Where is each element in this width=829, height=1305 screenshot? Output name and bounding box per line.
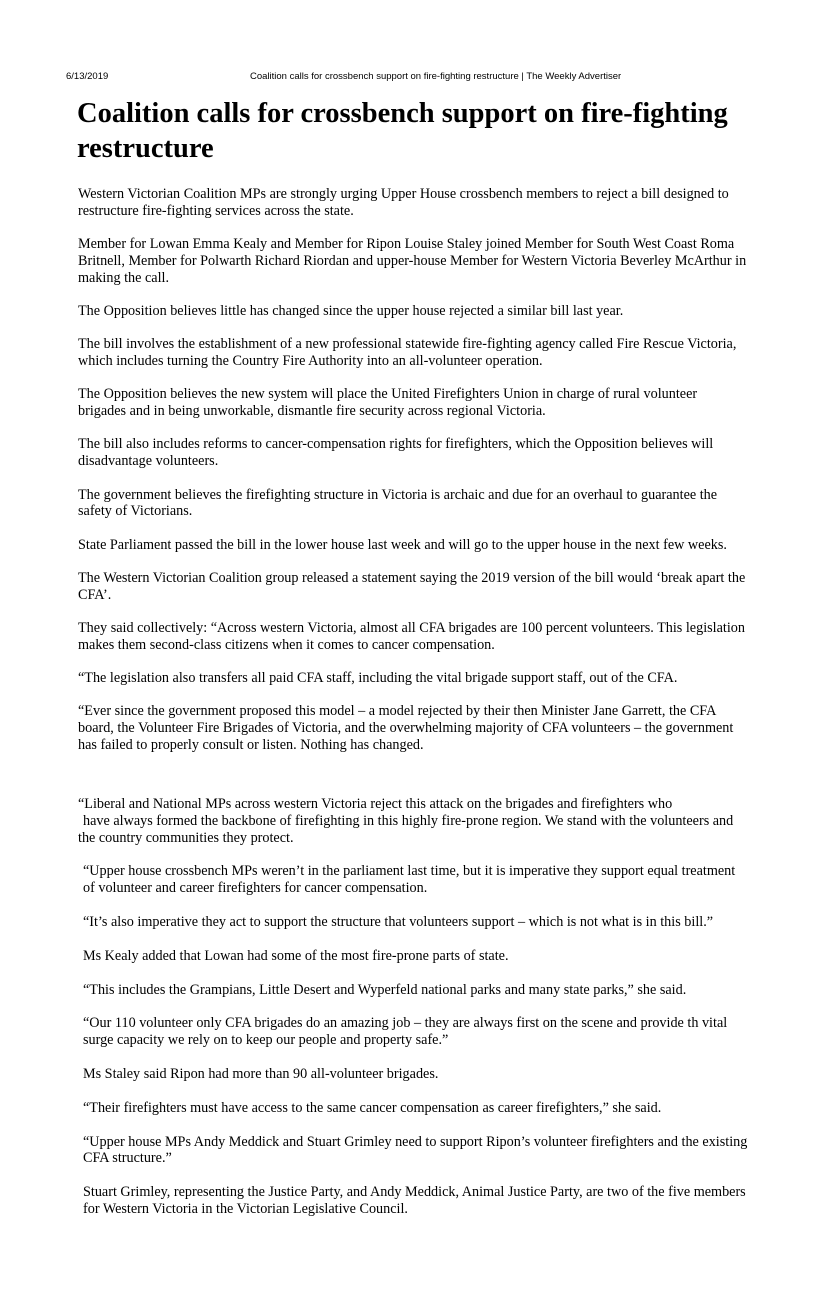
article-paragraph: The government believes the firefighting structure in Victoria is archaic and due for an overhaul to guarantee the safety of Victorians. [78, 486, 718, 520]
article-paragraph: The bill involves the establishment of a new professional statewide fire-fighting agency called Fire Rescue Victoria, which includes turning the Country Fire Authority into an all-volunteer operation. [78, 336, 737, 370]
print-header [66, 71, 746, 85]
article-paragraph: “Ever since the government proposed this model – a model rejected by their then Minister Jane Garrett, the CFA board, the Volunteer Fire Brigades of Victoria, and the overwhelming majority of CFA volunteers – the government has failed to properly consult or listen. Nothing has changed. [78, 703, 734, 754]
article-paragraph: State Parliament passed the bill in the lower house last week and will go to the upper house in the next few weeks. [78, 536, 727, 553]
article-body [78, 186, 748, 770]
article-paragraph: They said collectively: “Across western Victoria, almost all CFA brigades are 100 percent volunteers. This legislation makes them second-class citizens when it comes to cancer compensation. [78, 620, 745, 653]
article-paragraph: The Opposition believes the new system will place the United Firefighters Union in charge of rural volunteer brigades and in being unworkable, dismantle fire security across regional Victoria. [78, 386, 698, 420]
article-paragraph: The bill also includes reforms to cancer-compensation rights for firefighters, which the Opposition believes will disadvantage volunteers. [78, 436, 714, 470]
article-paragraph: Ms Kealy added that Lowan had some of the most fire-prone parts of state. [83, 947, 509, 964]
article-paragraph: “Upper house crossbench MPs weren’t in the parliament last time, but it is imperative they support equal treatment of volunteer and career firefighters for cancer compensation. [83, 863, 736, 897]
article-paragraph: Stuart Grimley, representing the Justice Party, and Andy Meddick, Animal Justice Party, are two of the five members for Western Victoria in the Victorian Legislative Council. [83, 1184, 746, 1217]
article-paragraph: Ms Staley said Ripon had more than 90 all-volunteer brigades. [83, 1065, 439, 1082]
article-paragraph: “The legislation also transfers all paid CFA staff, including the vital brigade support staff, out of the CFA. [78, 670, 678, 687]
article-headline: Coalition calls for crossbench support on fire-fighting restructure [77, 98, 728, 164]
print-date: 6/13/2019 [66, 71, 109, 82]
article-paragraph: Member for Lowan Emma Kealy and Member for Ripon Louise Staley joined Member for South West Coast Roma Britnell, Member for Polwarth Richard Riordan and upper-house Member for Western Victoria Beverley McArthur in making the call. [78, 236, 747, 286]
article-paragraph: “Our 110 volunteer only CFA brigades do an amazing job – they are always first on the scene and provide th vital surge capacity we rely on to keep our people and property safe.” [83, 1015, 728, 1049]
article-body-continued [78, 796, 748, 1235]
article-paragraph: “This includes the Grampians, Little Desert and Wyperfeld national parks and many state parks,” she said. [83, 981, 687, 998]
article-paragraph: Western Victorian Coalition MPs are strongly urging Upper House crossbench members to reject a bill designed to restructure fire-fighting services across the state. [78, 186, 729, 219]
article-paragraph: “Upper house MPs Andy Meddick and Stuart Grimley need to support Ripon’s volunteer firefighters and the existing CFA structure.” [83, 1133, 748, 1167]
article-paragraph [78, 796, 748, 846]
paragraph-first-line: “Liberal and National MPs across western Victoria reject this attack on the brigades and firefighters who [78, 796, 673, 812]
article-paragraph: The Opposition believes little has changed since the upper house rejected a similar bill last year. [78, 302, 624, 319]
article-paragraph: “It’s also imperative they act to support the structure that volunteers support – which is not what is in this bill.” [83, 913, 714, 930]
paragraph-continuation: have always formed the backbone of firefighting in this highly fire-prone region. We stand with the volunteers and the country communities they protect. [78, 812, 734, 846]
article-paragraph: “Their firefighters must have access to the same cancer compensation as career firefighters,” she said. [83, 1099, 662, 1116]
print-page-title: Coalition calls for crossbench support on fire-fighting restructure | The Weekly Advertiser [250, 71, 622, 82]
article-paragraph: The Western Victorian Coalition group released a statement saying the 2019 version of the bill would ‘break apart the CFA’. [78, 569, 746, 603]
